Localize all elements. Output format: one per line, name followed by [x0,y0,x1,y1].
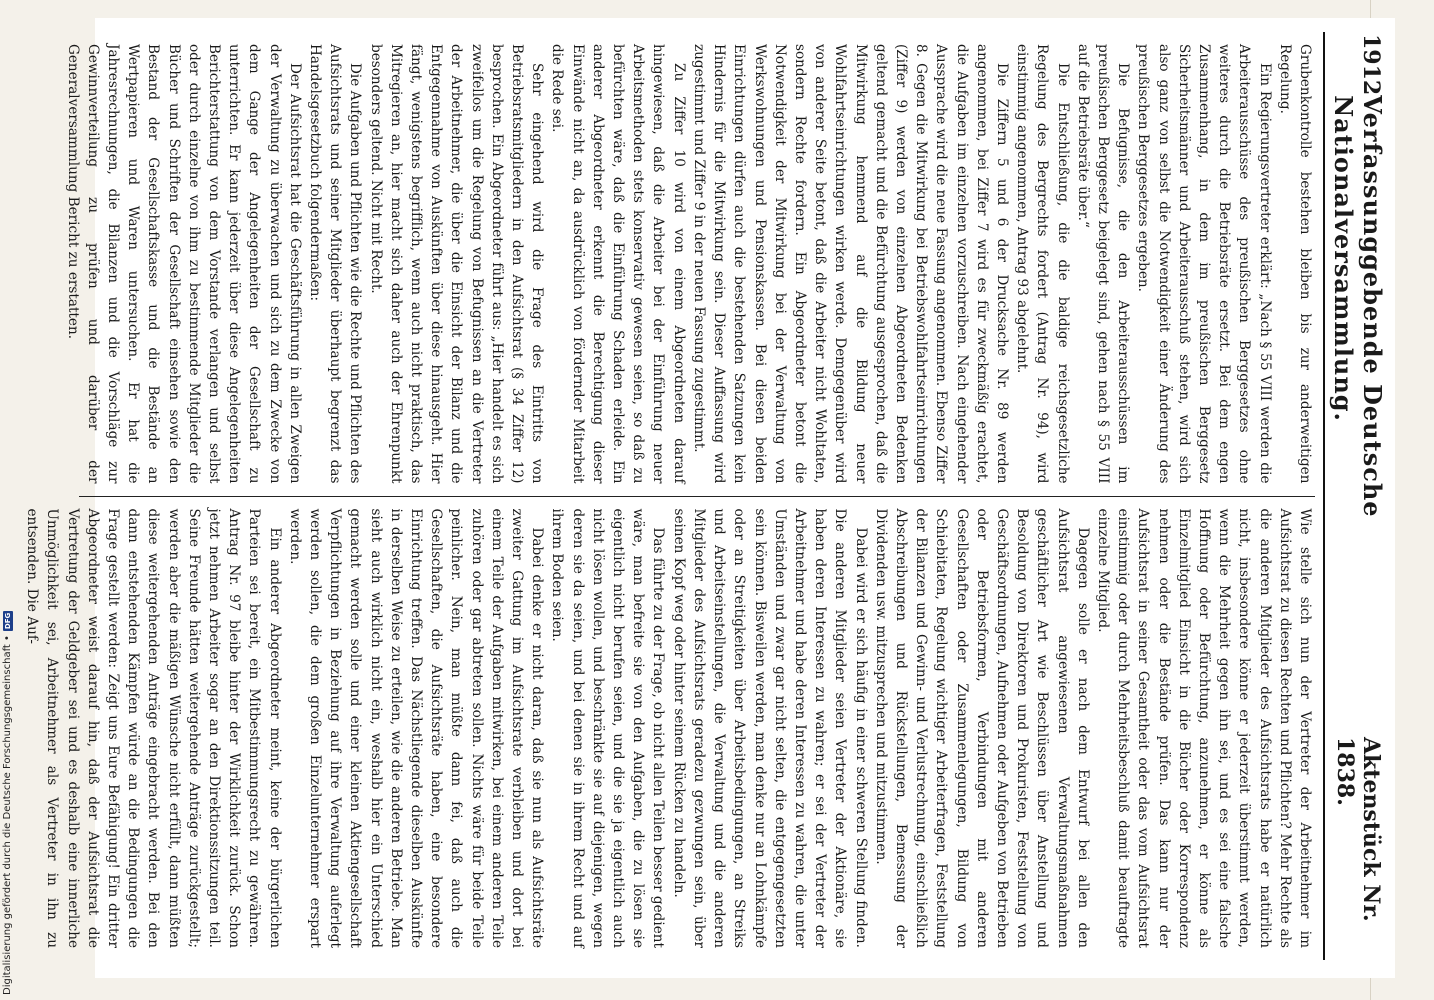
paragraph: Ein Regierungsvertreter erklärt: „Nach § 55 VIII werden die Arbeiterausschüsse des preußischen Berggesetzes ohne weiteres durch die Betriebsräte ersetzt. Bei dem engen Zusammenhang, in dem im preußischen Berggesetz Sicherheitsmänner und Arbeiterausschuß stehen, wird sich also ganz von selbst die Notwendigkeit einer Änderung des preußischen Berggesetzes ergeben. [1135,44,1273,484]
paragraph: Zu Ziffer 10 wird von einem Abgeordneten darauf hingewiesen, daß die Arbeiter bei der Einführung neuer Arbeitsmethoden stets konservativ gewesen seien, so daß zu befürchten wäre, daß die Einführung Schaden erleide. Ein anderer Abgeordneter erkennt die Berechtigung dieser Einwände nicht an, da ausdrücklich von fördernder Mitarbeit die Rede sei. [549,44,687,484]
right-column [24,496,1315,961]
credit-text: Digitalisierung gefördert durch die Deutsche Forschungsgemeinschaft • [2,635,13,995]
paragraph: Wie stelle sich nun der Vertreter der Arbeitnehmer im Aufsichtsrat zu diesen Rechten und Pflichten? Mehr Rechte als die anderen Mitglieder des Aufsichtsrats habe er natürlich nicht, insbesondere könne er jederzeit überstimmt werden, wenn die Mehrheit gegen ihn sei, und es sei eine falsche Hoffnung oder Befürchtung, anzunehmen, er könne als Einzelmitglied Einsicht in die Bücher oder Korrespondenz nehmen oder die Bestände prüfen. Das kann nur der Aufsichtsrat in seiner Gesamtheit oder das vom Aufsichtsrat einstimmig oder durch Mehrheitsbeschluß damit beauftragte einzelne Mitglied. [1094,508,1313,948]
page-header [1323,32,1387,960]
paragraph: Sehr eingehend wird die Frage des Eintritts von Betriebsratsmitgliedern in den Aufsichtsrat (§ 34 Ziffer 12) besprochen. Ein Abgeordneter führt aus: „Hier handelt es sich zweifellos um die Regelung von Befugnissen an die Vertreter der Arbeitnehmer, die über die Einsicht der Bilanz und die Entgegennahme von Auskünften über diese hinausgeht. Hier fängt, wenigstens begrifflich, wenn auch nicht praktisch, das Mitregieren an, hier macht sich daher auch der Ehrenpunkt besonders geltend. Nicht mit Recht. [367,44,546,484]
paragraph: Dabei wird er sich häufig in einer schweren Stellung finden. Die anderen Mitglieder seien Vertreter der Aktionäre, sie haben deren Interessen zu wahren; er sei der Vertreter der Arbeitnehmer und habe deren Interessen zu wahren, die unter Umständen und zwar gar nicht selten, die entgegengesetzten sein können. Bisweilen werden, man denke nur an Lohnkämpfe oder an Streitigkeiten über Arbeitsbedingungen, an Streiks und Arbeitseinstellungen, die Verwaltung und die anderen Mitglieder des Aufsichtsrats geradezu gezwungen sein, über seinen Kopf weg oder hinter seinem Rücken zu handeln. [670,508,869,948]
paragraph: Die Ziffern 5 und 6 der Drucksache Nr. 89 werden angenommen, bei Ziffer 7 wird es für zweckmäßig erachtet, die Aufgaben im einzelnen vorzuschreiben. Nach eingehender Aussprache wird die neue Fassung angenommen. Ebenso Ziffer 8. Gegen die Mitwirkung bei Betriebswohlfahrtseinrichtungen (Ziffer 9) werden von einzelnen Abgeordneten Bedenken geltend gemacht und die Befürchtung ausgesprochen, daß die Mitwirkung hemmend auf die Bildung neuer Wohlfahrtseinrichtungen wirken werde. Demgegenüber wird von anderer Seite betont, daß die Arbeiter nicht Wohltaten, sondern Rechte fordern. Ein Abgeordneter betont die Notwendigkeit der Mitwirkung bei der Verwaltung von Werkswohnungen und Pensionskassen. Bei diesen beiden Einrichtungen dürfen auch die bestehenden Satzungen kein Hindernis für die Mitwirkung sein. Dieser Auffassung wird zugestimmt und Ziffer 9 in der neuen Fassung zugestimmt. [690,44,1010,484]
paragraph: Dagegen solle er nach dem Entwurf bei allen den Aufsichtsrat angewiesenen Verwaltungsmaßnahmen geschäftlicher Art wie Beschlüssen über Anstellung und Besoldung von Direktoren und Prokuristen, Feststellung von Geschäftsordnungen, Aufnehmen oder Aufgeben von Betrieben oder Betriebsformen, Verbindungen mit anderen Gesellschaften oder Zusammenlegungen, Bildung von Schiebitaten, Regelung wichtiger Arbeiterfragen, Feststellung der Bilanzen und Gewinn- und Verlustrechnung, einschließlich Abschreibungen und Rückstellungen, Bemessung der Dividenden usw. mitzusprechen und mitzustimmen. [872,508,1091,948]
paragraph: Dabei denke er nicht daran, daß sie nun als Aufsichtsräte zweiter Gattung im Aufsichtsrate verbleiben und dort bei einem Teile der Aufgaben mitwirken, bei einem anderen Teile zuhören oder gar abtreten sollen. Nichts wäre für beide Teile peinlicher. Nein, man müßte dann fei, daß auch die Gesellschaften, die Aufsichtsräte haben, eine besondere Einrichtung treffen. Das Nächstliegende dieselben Auskünfte in derselben Weise zu erteilen, wie die anderen Betriebe. Man sieht auch wirklich nicht ein, weshalb hier ein Unterschied gemacht werden solle und einer kleinen Aktiengesellschaft Verpflichtungen in Beziehung auf ihre Verwaltung auferlegt werden sollen, die dem großen Einzelunternehmer erspart werden. [286,508,546,948]
paragraph: Die Befugnisse, die den Arbeiterausschüssen im preußischen Berggesetz beigelegt sind, gehen nach § 55 VIII auf die Betriebsräte über.“ [1074,44,1132,484]
paragraph: Das führte zu der Frage, ob nicht allen Teilen besser gedient wäre, man befreite sie von den Aufgaben, die zu lösen sie eigentlich nicht berufen seien, und die sie ja eigentlich auch nicht lösen wollen, und beschränkte sie auf diejenigen, wegen deren sie da seien, und bei denen sie in ihrem Recht und auf ihrem Boden seien. [549,508,667,948]
text-columns [24,32,1315,960]
document-reference: Aktenstück Nr. 1838. [1332,736,1384,922]
paragraph: Die Aufgaben und Pflichten wie die Rechte und Pflichten des Aufsichtsrats und seiner Mitglieder überhaupt begrenzt das Handelsgesetzbuch folgendermaßen: [307,44,364,484]
digitization-credit [2,611,13,995]
paragraph: Die Entschließung, die die baldige reichsgesetzliche Regelung des Bergrechts fordert (Antrag Nr. 94), wird einstimmig angenommen, Antrag 93 abgelehnt. [1014,44,1071,484]
page-number: 1912 [1358,34,1384,96]
publication-title: Verfassunggebende Deutsche Nationalversammlung. [1329,95,1387,518]
paragraph: Der Aufsichtsrat hat die Geschäftsführung in allen Zweigen der Verwaltung zu überwachen und sich zu dem Zwecke von dem Gange der Angelegenheiten der Gesellschaft zu unterrichten. Er kann jederzeit über diese Angelegenheiten Berichterstattung von dem Vorstande verlangen und selbst oder durch einzelne von ihm zu bestimmende Mitglieder die Bücher und Schriften der Gesellschaft einsehen sowie den Bestand der Gesellschaftskasse und die Bestände an Wertpapieren und Waren untersuchen. Er hat die Jahresrechnungen, die Bilanzen und die Vorschläge zur Gewinnverteilung zu prüfen und darüber der Generalversammlung Bericht zu erstatten. [64,44,303,484]
dfg-logo: DFG [3,612,12,630]
paragraph: Grubenkontrolle bestehen bleiben bis zur anderweitigen Regelung. [1276,44,1313,484]
left-column [64,32,1315,496]
paragraph: Ein anderer Abgeordneter meint, keine der bürgerlichen Parteien sei bereit, ein Mitbestimmungsrecht zu gewähren. Antrag Nr. 97 bleibe hinter der Wirklichkeit zurück. Schon jetzt nehmen Arbeiter sogar an den Direktionssitzungen teil. Seine Freunde hätten weitergehende Anträge zurückgestellt; werden aber die mäßigen Wünsche nicht erfüllt, dann müßten diese weitergehenden Anträge eingebracht werden. Bei den dann entstehenden Kämpfen würde an die Bedingungen die Frage gestellt werden: Zeigt uns Eure Befähigung! Ein dritter Abgeordneter weist darauf hin, daß der Aufsichtsrat die Vertretung der Geldgeber sei und es deshalb eine innerliche Unmöglichkeit sei, Arbeitnehmer als Vertreter in ihn zu entsenden. Die Auf- [24,508,283,948]
document-page [24,18,1395,978]
